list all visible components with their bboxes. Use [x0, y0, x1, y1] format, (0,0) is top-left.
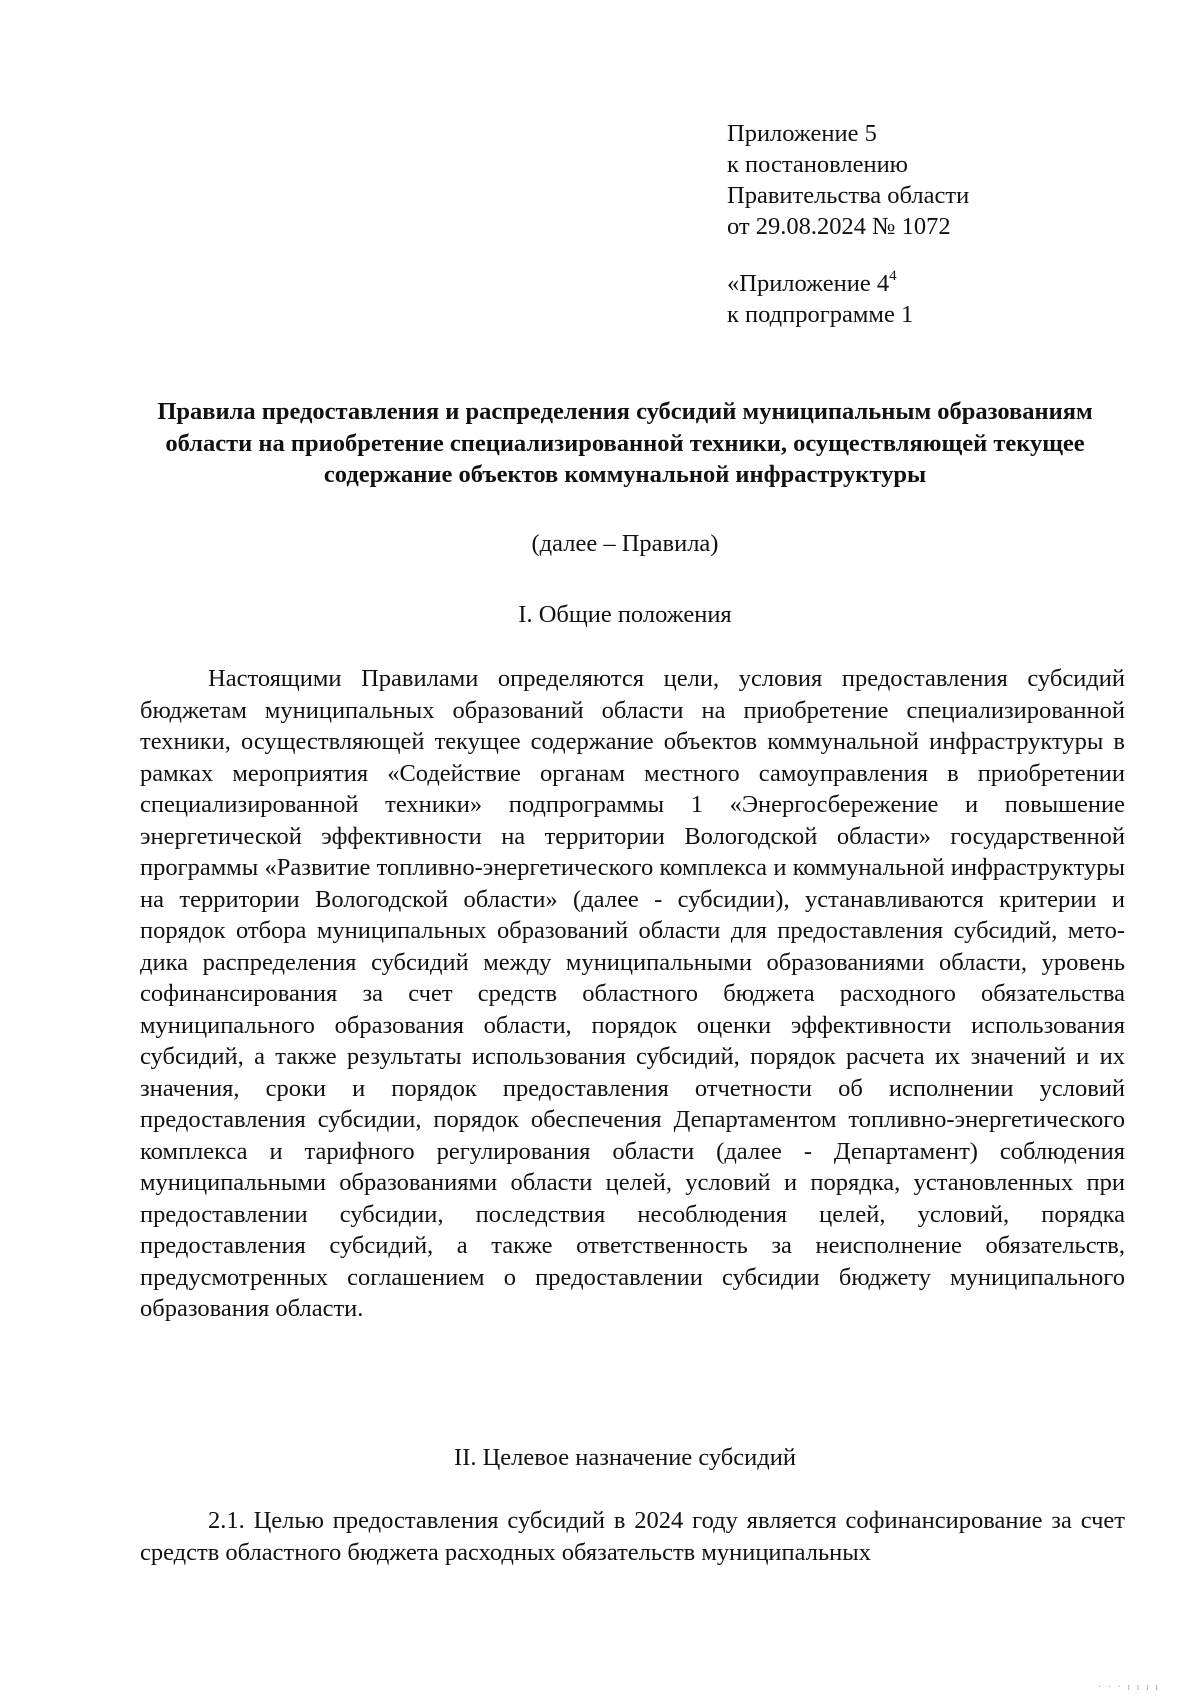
appendix-header — [727, 118, 1147, 330]
section-1-heading: I. Общие положения — [518, 601, 732, 628]
section-1-paragraph: Настоящими Правилами определяются цели, условия предоставления субсидий бюджетам муниципальных образований области на приобретение специализированной техники, осуществляющей текущее содержание объектов коммунальной инфраструктуры в рамках мероприятия «Содействие органам местного самоуправления в приобретении специализированной техники» подпрограммы 1 «Энергосбережение и повышение энергетической эффективности на территории Вологодской области» государственной программы «Развитие топливно-энергетического комплекса и коммунальной инфраструктуры на территории Вологодской области» (далее - субсидии), устанавливаются критерии и порядок отбора муниципальных образований области для предоставления субсидий, методика распределения субсидий между муниципальными образованиями области, уровень софинансирования за счет средств областного бюджета расходного обязательства муниципального образования области, порядок оценки эффективности использования субсидий, а также результаты использования субсидий, порядок расчета их значений и их значения, сроки и порядок предоставления отчетности об исполнении условий предоставления субсидии, порядок обеспечения Департаментом топливно-энергетического комплекса и тарифного регулирования области (далее - Департамент) соблюдения муниципальными образованиями области целей, условий и порядка, установленных при предоставлении субсидии, последствия несоблюдения целей, условий, порядка предоставления субсидий, а также ответственность за неисполнение обязательств, предусмотренных соглашением о предоставлении субсидии бюджету муниципального образования области. — [140, 665, 1125, 1322]
section-2-heading: II. Целевое назначение субсидий — [454, 1444, 796, 1471]
section-2-paragraph: 2.1. Целью предоставления субсидий в 2024 году является софинансирование за счет средств областного бюджета расходных обязательств муниципальных — [140, 1507, 1125, 1566]
document-subtitle: (далее – Правила) — [531, 530, 719, 557]
appendix-resolution: к постановлению — [727, 151, 908, 178]
appendix-number: Приложение 5 — [727, 120, 877, 147]
appendix-date-number: от 29.08.2024 № 1072 — [727, 213, 951, 240]
appendix-government: Правительства области — [727, 182, 970, 209]
scan-artifact: · · · ı ı ı ı — [1097, 1682, 1160, 1693]
document-title: Правила предоставления и распределения субсидий муниципальным образованиям области на приобретение специализированной техники, осуществляющей текущее содержание объектов коммунальной инфраструктуры — [157, 398, 1093, 488]
appendix-subprogram: к подпрограмме 1 — [727, 301, 914, 328]
appendix-subprogram-number: «Приложение $4^4$ — [727, 267, 897, 297]
superscript: 4 — [889, 267, 897, 284]
